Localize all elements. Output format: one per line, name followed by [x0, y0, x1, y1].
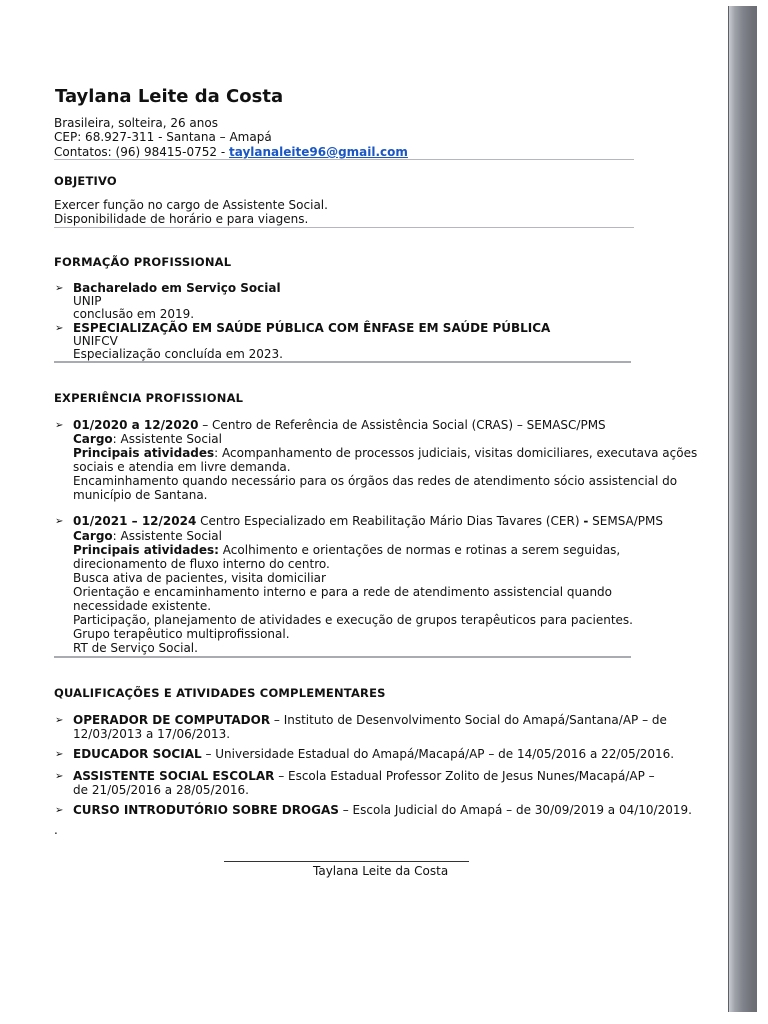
- job-header: 01/2021 – 12/2024 Centro Especializado em Reabilitação Mário Dias Tavares (CER) - SEMSA/PMS: [73, 514, 663, 528]
- job-extra: Orientação e encaminhamento interno e para a rede de atendimento assistencial quando necessidade existente.: [73, 585, 613, 613]
- job-extra: RT de Serviço Social.: [73, 641, 198, 655]
- qualificacao-item: ASSISTENTE SOCIAL ESCOLAR – Escola Estadual Professor Zolito de Jesus Nunes/Macapá/AP – de 21/05/2016 a 28/05/2016.: [73, 769, 655, 797]
- objetivo-text: Exercer função no cargo de Assistente Social.: [54, 198, 328, 212]
- bullet-icon: ➢: [55, 323, 64, 334]
- divider: [54, 227, 634, 228]
- contacts-phone: Contatos: (96) 98415-0752 -: [54, 145, 229, 159]
- job-cargo: Cargo: Assistente Social: [73, 432, 222, 446]
- job-extra: Participação, planejamento de atividades e execução de grupos terapêuticos para pacientes.: [73, 613, 633, 627]
- bullet-icon: ➢: [55, 420, 64, 431]
- divider: [54, 159, 634, 160]
- trailing-dot: .: [54, 823, 58, 837]
- bullet-icon: ➢: [55, 771, 64, 782]
- objetivo-heading: OBJETIVO: [54, 174, 117, 188]
- formacao-detail: Especialização concluída em 2023.: [73, 347, 283, 361]
- job-header: 01/2020 a 12/2020 – Centro de Referência de Assistência Social (CRAS) – SEMASC/PMS: [73, 418, 606, 432]
- contacts-line: [54, 145, 408, 159]
- bullet-icon: ➢: [55, 516, 64, 527]
- qualificacoes-heading: QUALIFICAÇÕES E ATIVIDADES COMPLEMENTARES: [54, 686, 386, 700]
- formacao-title: ESPECIALIZAÇÃO EM SAÚDE PÚBLICA COM ÊNFASE EM SAÚDE PÚBLICA: [73, 321, 551, 335]
- bullet-icon: ➢: [55, 749, 64, 760]
- personal-info: Brasileira, solteira, 26 anos: [54, 116, 218, 130]
- job-atividades: Principais atividades: Acompanhamento de processos judiciais, visitas domiciliares, executava ações sociais e atendia em livre demanda.: [73, 446, 698, 474]
- bullet-icon: ➢: [55, 283, 64, 294]
- job-extra: Grupo terapêutico multiprofissional.: [73, 627, 290, 641]
- divider: [54, 361, 631, 363]
- formacao-institution: UNIP: [73, 294, 102, 308]
- address-line: CEP: 68.927-311 - Santana – Amapá: [54, 130, 272, 144]
- job-extra: Busca ativa de pacientes, visita domiciliar: [73, 571, 326, 585]
- qualificacao-item: CURSO INTRODUTÓRIO SOBRE DROGAS – Escola Judicial do Amapá – de 30/09/2019 a 04/10/2019.: [73, 803, 692, 817]
- qualificacao-item: EDUCADOR SOCIAL – Universidade Estadual do Amapá/Macapá/AP – de 14/05/2016 a 22/05/2016.: [73, 747, 675, 761]
- signature-name: Taylana Leite da Costa: [313, 864, 449, 878]
- email-link[interactable]: taylanaleite96@gmail.com: [229, 145, 408, 159]
- bullet-icon: ➢: [55, 715, 64, 726]
- objetivo-text: Disponibilidade de horário e para viagens.: [54, 212, 309, 226]
- job-cargo: Cargo: Assistente Social: [73, 529, 222, 543]
- bullet-icon: ➢: [55, 805, 64, 816]
- formacao-heading: FORMAÇÃO PROFISSIONAL: [54, 255, 232, 269]
- job-atividades: Principais atividades: Acolhimento e orientações de normas e rotinas a serem seguidas, direcionamento de fluxo interno do centro.: [73, 543, 621, 571]
- divider: [54, 656, 631, 658]
- candidate-name: Taylana Leite da Costa: [55, 86, 284, 107]
- formacao-institution: UNIFCV: [73, 334, 118, 348]
- signature-line: [224, 861, 469, 862]
- experiencia-heading: EXPERIÊNCIA PROFISSIONAL: [54, 391, 244, 405]
- qualificacao-item: OPERADOR DE COMPUTADOR – Instituto de Desenvolvimento Social do Amapá/Santana/AP – de 12/03/2013 a 17/06/2013.: [73, 713, 667, 741]
- formacao-title: Bacharelado em Serviço Social: [73, 281, 281, 295]
- job-extra: Encaminhamento quando necessário para os órgãos das redes de atendimento sócio assistencial do município de Santana.: [73, 474, 678, 502]
- page-edge-bar: [728, 6, 757, 1012]
- formacao-detail: conclusão em 2019.: [73, 307, 195, 321]
